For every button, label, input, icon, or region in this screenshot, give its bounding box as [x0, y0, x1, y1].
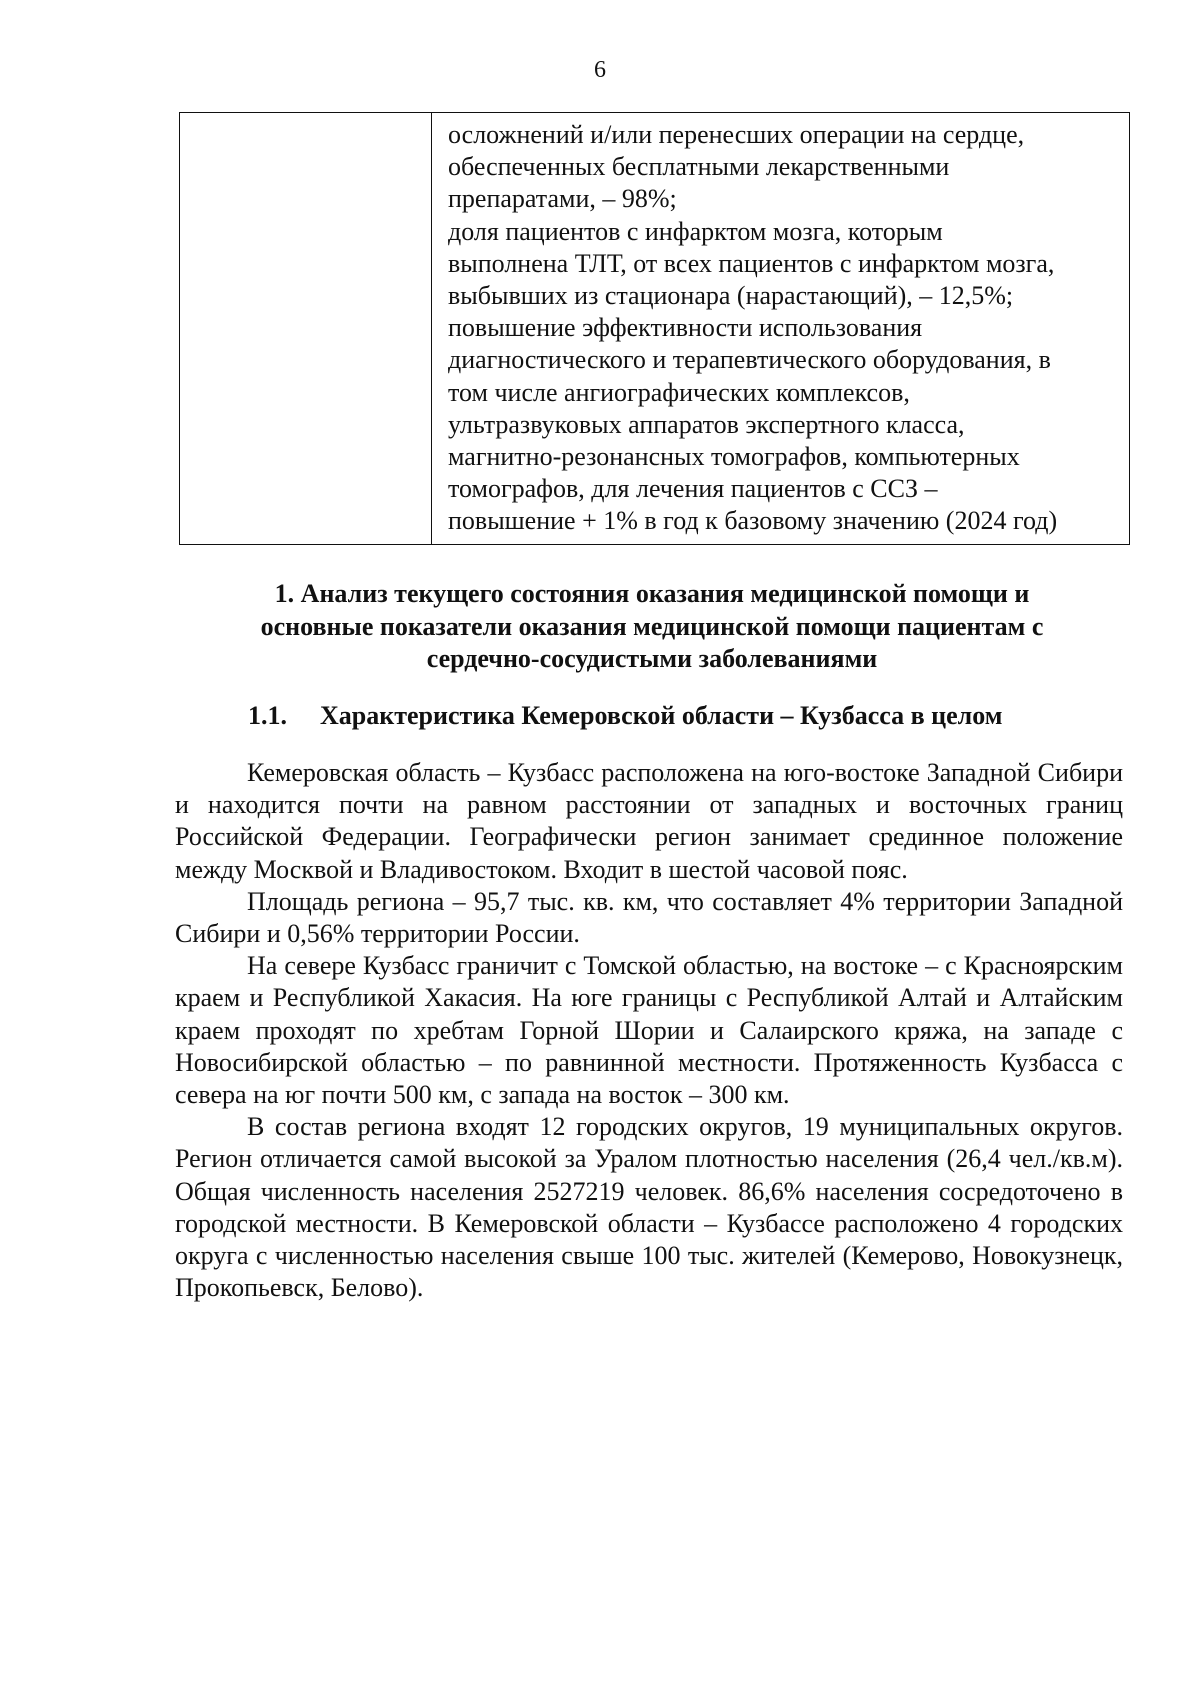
table-cell-line: выполнена ТЛТ, от всех пациентов с инфарктом мозга, — [448, 248, 1055, 278]
paragraph: Площадь региона – 95,7 тыс. кв. км, что составляет 4% территории Западной Сибири и 0,56% территории России. — [175, 886, 1123, 949]
table-cell-line: повышение + 1% в год к базовому значению (2024 год) — [448, 506, 1058, 536]
subsection-number: 1.1. — [248, 701, 287, 730]
table-left-cell — [180, 113, 432, 544]
section-heading-line: сердечно-сосудистыми заболеваниями — [426, 644, 878, 673]
paragraph: В состав региона входят 12 городских округов, 19 муниципальных округов. Регион отличается самой высокой за Уралом плотностью населения (26,4 чел./кв.м). Общая численность населения 2527219 человек. 86,6% населения сосредоточено в городской местности. В Кемеровской области – Кузбассе расположено 4 городских округа с численностью населения свыше 100 тыс. жителей (Кемерово, Новокузнецк, Прокопьевск, Белово). — [175, 1112, 1123, 1303]
table-cell-line: магнитно-резонансных томографов, компьютерных — [448, 442, 1020, 472]
section-heading-line: основные показатели оказания медицинской помощи пациентам с — [260, 611, 1044, 641]
table-right-cell — [432, 113, 1129, 544]
table-cell-line: диагностического и терапевтического оборудования, в — [448, 345, 1051, 375]
section-heading-line: 1. Анализ текущего состояния оказания медицинской помощи и — [274, 579, 1030, 608]
table-cell-line: препаратами, – 98%; — [448, 184, 677, 214]
paragraph: На севере Кузбасс граничит с Томской областью, на востоке – с Красноярским краем и Республикой Хакасия. На юге границы с Республикой Алтай и Алтайским краем проходят по хребтам Горной Шории и Салаирского кряжа, на западе с Новосибирской областью – по равнинной местности. Протяженность Кузбасса с севера на юг почти 500 км, с запада на восток – 300 км. — [175, 951, 1123, 1110]
paragraph: Кемеровская область – Кузбасс расположена на юго-востоке Западной Сибири и находится почти на равном расстоянии от западных и восточных границ Российской Федерации. Географически регион занимает срединное положение между Москвой и Владивостоком. Входит в шестой часовой пояс. — [175, 758, 1123, 884]
continuation-table — [179, 112, 1130, 545]
body-text — [175, 757, 1123, 1304]
table-cell-line: выбывших из стационара (нарастающий), – 12,5%; — [448, 281, 1014, 311]
table-cell-line: повышение эффективности использования — [448, 313, 923, 343]
page-number: 6 — [594, 57, 606, 83]
subsection-heading — [248, 700, 1002, 732]
section-heading — [140, 578, 1164, 676]
table-cell-line: томографов, для лечения пациентов с ССЗ – — [448, 474, 938, 504]
table-cell-line: том числе ангиографических комплексов, — [448, 377, 910, 407]
table-cell-line: осложнений и/или перенесших операции на сердце, — [448, 120, 1025, 149]
subsection-title: Характеристика Кемеровской области – Кузбасса в целом — [320, 701, 1003, 730]
table-cell-line: доля пациентов с инфарктом мозга, которым — [448, 216, 943, 246]
table-cell-line: ультразвуковых аппаратов экспертного класса, — [448, 409, 965, 439]
table-cell-line: обеспеченных бесплатными лекарственными — [448, 152, 950, 182]
